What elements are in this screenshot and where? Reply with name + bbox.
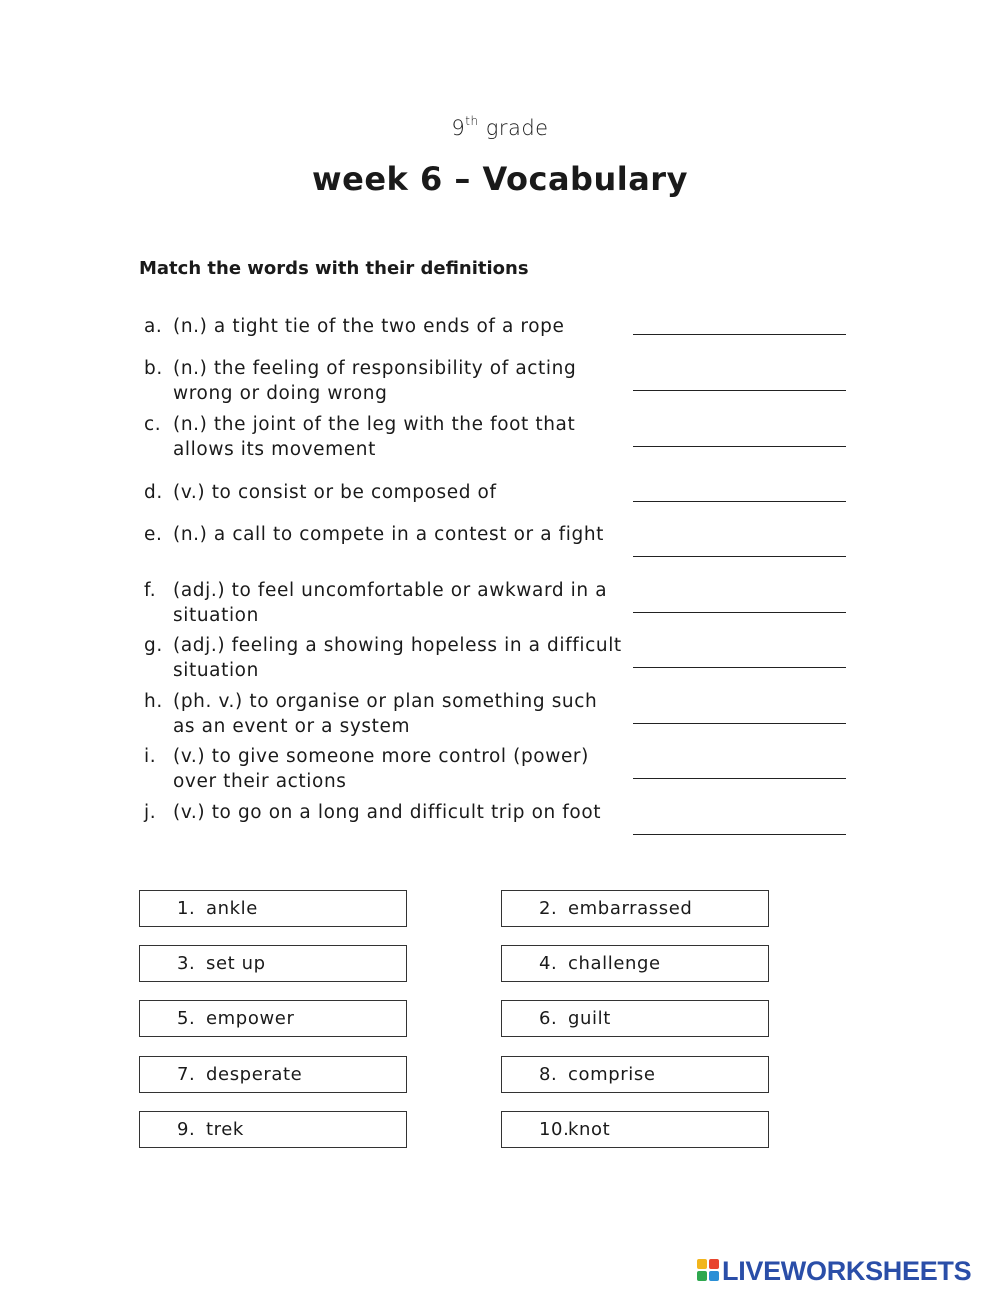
definition-text: (v.) to give someone more control (power) over their actions (173, 746, 589, 792)
word-number: 2. (539, 898, 558, 919)
word-box[interactable] (139, 1000, 407, 1037)
definition-letter: g. (144, 635, 163, 656)
answer-line[interactable] (633, 334, 846, 335)
definition-row (144, 689, 848, 741)
word-number: 5. (177, 1008, 196, 1029)
definition-letter: b. (144, 358, 163, 379)
word-text: trek (206, 1119, 244, 1140)
word-box[interactable] (139, 1111, 407, 1148)
word-number: 1. (177, 898, 196, 919)
definition-letter: j. (144, 802, 157, 823)
definition-text: (adj.) feeling a showing hopeless in a difficult situation (173, 635, 622, 681)
word-box[interactable] (501, 1000, 769, 1037)
answer-line[interactable] (633, 834, 846, 835)
word-text: comprise (568, 1064, 656, 1085)
definition-row (144, 800, 848, 852)
liveworksheets-logo-icon (697, 1259, 720, 1283)
definition-letter: a. (144, 316, 163, 337)
word-number: 6. (539, 1008, 558, 1029)
word-number: 9. (177, 1119, 196, 1140)
logo-square-4 (709, 1271, 719, 1281)
word-box[interactable] (139, 1056, 407, 1093)
answer-line[interactable] (633, 667, 846, 668)
logo-text: LIVEWORKSHEETS (722, 1255, 972, 1286)
word-box[interactable] (501, 1056, 769, 1093)
definition-text: (n.) the feeling of responsibility of acting wrong or doing wrong (173, 358, 577, 404)
word-box[interactable] (501, 945, 769, 982)
definition-row (144, 412, 848, 464)
logo-square-3 (697, 1271, 707, 1281)
answer-line[interactable] (633, 778, 846, 779)
definition-letter: i. (144, 746, 157, 767)
answer-line[interactable] (633, 723, 846, 724)
answer-line[interactable] (633, 501, 846, 502)
word-box[interactable] (139, 890, 407, 927)
answer-line[interactable] (633, 556, 846, 557)
definition-row (144, 744, 848, 796)
word-text: embarrassed (568, 898, 693, 919)
word-number: 3. (177, 953, 196, 974)
word-text: ankle (206, 898, 258, 919)
answer-line[interactable] (633, 446, 846, 447)
definition-text: (v.) to go on a long and difficult trip on foot (173, 802, 602, 823)
grade-label: 9th grade (451, 114, 549, 140)
definition-row (144, 522, 848, 574)
word-box[interactable] (139, 945, 407, 982)
definition-letter: h. (144, 691, 163, 712)
definition-letter: d. (144, 482, 163, 503)
word-text: set up (206, 953, 266, 974)
word-text: guilt (568, 1008, 611, 1029)
word-number: 7. (177, 1064, 196, 1085)
definition-text: (adj.) to feel uncomfortable or awkward in a situation (173, 580, 608, 626)
word-text: empower (206, 1008, 295, 1029)
definition-row (144, 578, 848, 630)
liveworksheets-logo[interactable] (697, 1256, 971, 1286)
page-title: week 6 – Vocabulary (312, 160, 688, 198)
definition-row (144, 633, 848, 685)
definition-letter: f. (144, 580, 157, 601)
word-text: desperate (206, 1064, 303, 1085)
definition-row (144, 356, 848, 408)
word-box[interactable] (501, 890, 769, 927)
word-text: knot (568, 1119, 611, 1140)
definition-text: (n.) a call to compete in a contest or a fight (173, 524, 604, 545)
definition-text: (n.) a tight tie of the two ends of a rope (173, 316, 565, 337)
answer-line[interactable] (633, 612, 846, 613)
definition-letter: c. (144, 414, 162, 435)
definition-letter: e. (144, 524, 163, 545)
answer-line[interactable] (633, 390, 846, 391)
word-number: 4. (539, 953, 558, 974)
definition-text: (ph. v.) to organise or plan something such as an event or a system (173, 691, 598, 737)
word-text: challenge (568, 953, 661, 974)
definition-text: (v.) to consist or be composed of (173, 482, 497, 503)
word-number: 10. (539, 1119, 570, 1140)
word-box[interactable] (501, 1111, 769, 1148)
definition-text: (n.) the joint of the leg with the foot that allows its movement (173, 414, 576, 460)
logo-square-1 (697, 1259, 707, 1269)
logo-square-2 (709, 1259, 719, 1269)
instructions: Match the words with their definitions (139, 258, 529, 279)
word-number: 8. (539, 1064, 558, 1085)
